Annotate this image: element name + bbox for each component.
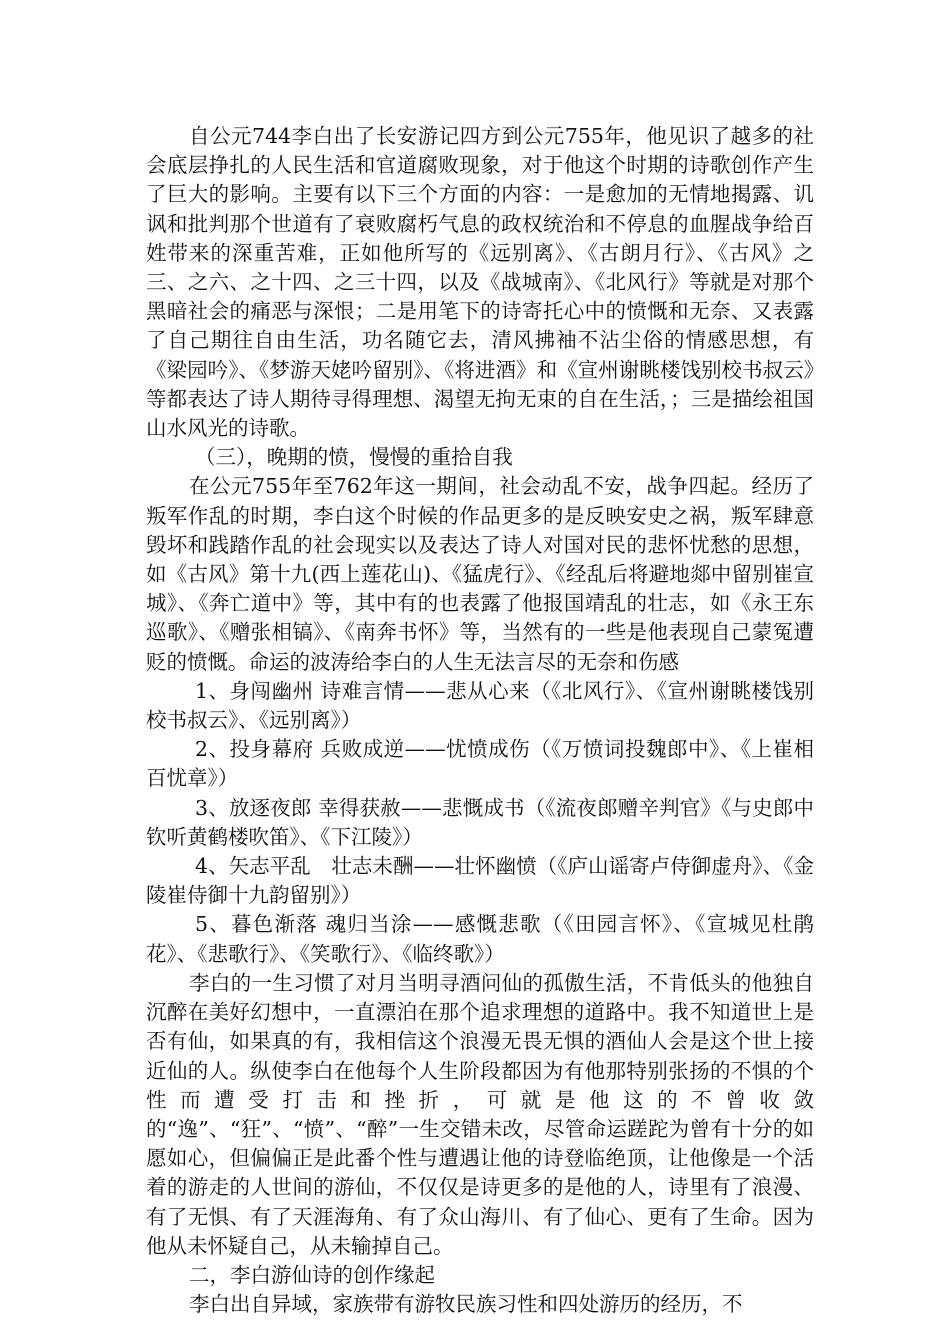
paragraph-summary: 李白的一生习惯了对月当明寻酒问仙的孤傲生活，不肯低头的他独自沉醉在美好幻想中，一直漂泊在那个追求理想的道路中。我不知道世上是否有仙，如果真的有，我相信这个浪漫无畏无惧的酒仙人会是这个世上接近仙的人。纵使李白在他每个人生阶段都因为有他那特别张扬的不惧的个性而遭受打击和挫折，可就是他这的不曾收敛的“逸”、“狂”、“愤”、“醉”一生交错未改，尽管命运蹉跎为曾有十分的如愿如心，但偏偏正是此番个性与遭遇让他的诗登临绝顶，让他像是一个活着的游走的人世间的游仙，不仅仅是诗更多的是他的人，诗里有了浪漫、有了无惧、有了天涯海角、有了众山海川、有了仙心、更有了生命。因为他从未怀疑自己，从未输掉自己。: [146, 970, 814, 1258]
paragraph-late-period: 在公元755年至762年这一期间，社会动乱不安，战争四起。经历了叛军作乱的时期，李白这个时候的作品更多的是反映安史之祸，叛军肆意毁坏和践踏作乱的社会现实以及表达了诗人对国对民的悲怀忧愁的思想，如《古风》第十九(西上莲花山)、《猛虎行》、《经乱后将避地郯中留别崔宣城》、《奔亡道中》等，其中有的也表露了他报国靖乱的壮志，如《永王东巡歌》、《赠张相镐》、《南奔书怀》等，当然有的一些是他表现自己蒙冤遭贬的愤慨。命运的波涛给李白的人生无法言尽的无奈和伤感: [146, 474, 814, 674]
list-item-1: 1、身闯幽州 诗难言情——悲从心来（《北风行》、《宣州谢眺楼饯别校书叔云》、《远别离》）: [146, 678, 814, 733]
section-heading-late-period: （三），晚期的愤，慢慢的重拾自我: [195, 445, 513, 470]
list-item-3: 3、放逐夜郎 幸得获赦——悲慨成书（《流夜郎赠辛判官》《与史郎中钦听黄鹤楼吹笛》、《下江陵》）: [146, 795, 814, 849]
paragraph-origin-start: 李白出自异域，家族带有游牧民族习性和四处游历的经历，不: [189, 1292, 743, 1317]
paragraph-middle-period: 自公元744李白出了长安游记四方到公元755年，他见识了越多的社会底层挣扎的人民生活和官道腐败现象，对于他这个时期的诗歌创作产生了巨大的影响。主要有以下三个方面的内容：一是愈加的无情地揭露、讥讽和批判那个世道有了衰败腐朽气息的政权统治和不停息的血腥战争给百姓带来的深重苦难，正如他所写的《远别离》、《古朗月行》、《古风》之三、之六、之十四、之三十四，以及《战城南》、《北风行》等就是对那个黑暗社会的痛恶与深恨；二是用笔下的诗寄托心中的愤慨和无奈、又表露了自己期往自由生活，功名随它去，清风拂袖不沾尘俗的情感思想，有《梁园吟》、《梦游天姥吟留别》、《将进酒》和《宣州谢眺楼饯别校书叔云》等都表达了诗人期待寻得理想、渴望无拘无束的自在生活，；三是描绘祖国山水风光的诗歌。: [146, 124, 814, 441]
document-body: [146, 122, 814, 1319]
list-item-5: 5、暮色渐落 魂归当涂——感慨悲歌（《田园言怀》、《宣城见杜鹃花》、《悲歌行》、《笑歌行》、《临终歌》）: [146, 912, 814, 966]
section-heading-origin: 二，李白游仙诗的创作缘起: [189, 1262, 435, 1287]
list-item-4: 4、矢志平乱 壮志未酬——壮怀幽愤（《庐山谣寄卢侍御虚舟》、《金陵崔侍御十九韵留别》）: [146, 854, 814, 908]
list-item-2: 2、投身幕府 兵败成逆——忧愤成伤（《万愤词投魏郎中》、《上崔相百忧章》）: [146, 737, 814, 791]
